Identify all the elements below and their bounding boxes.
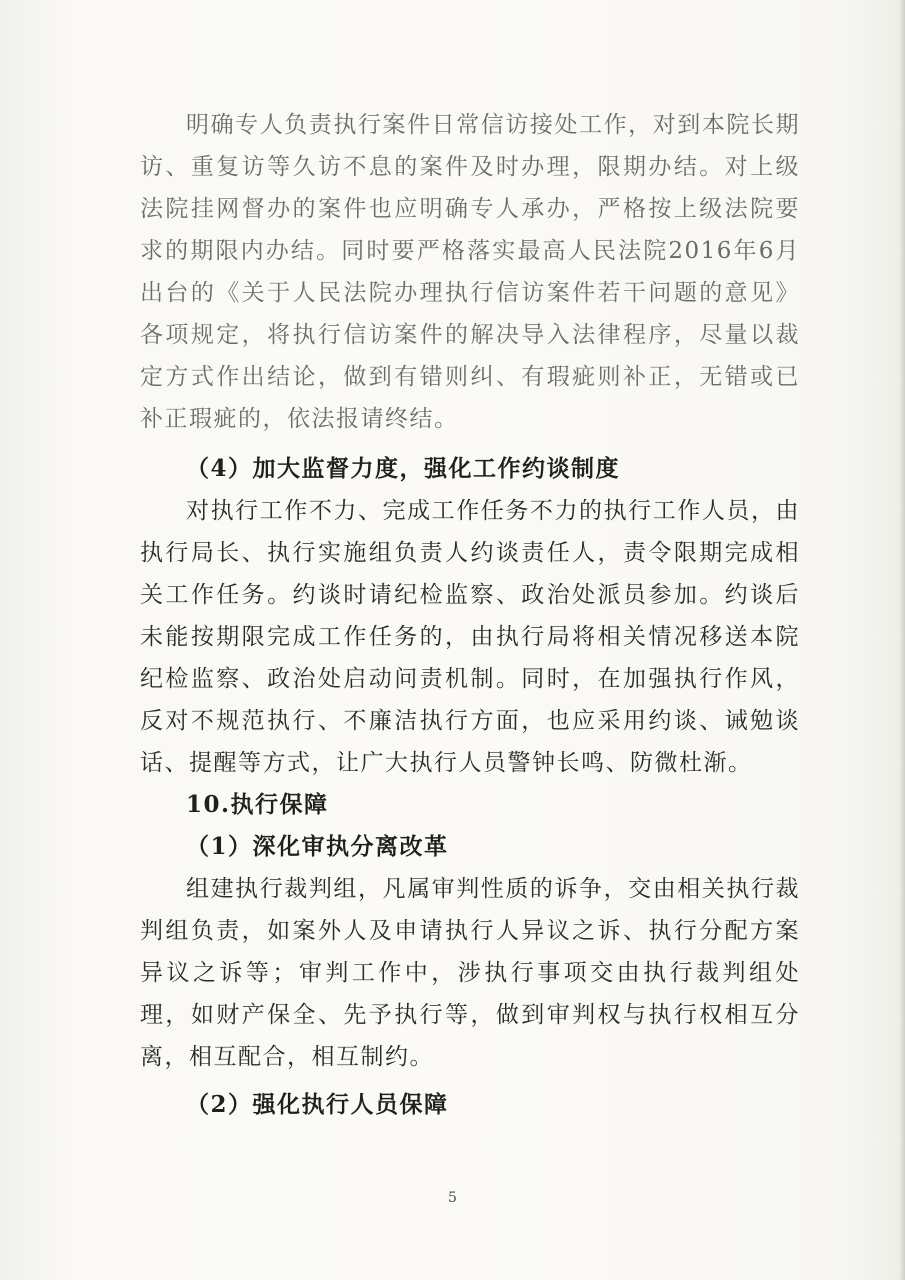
heading-separation-reform: （1）深化审执分离改革 — [186, 833, 449, 860]
text-block-top — [140, 104, 800, 440]
scan-edge-shadow — [899, 0, 905, 1280]
paragraph-separation-reform: 组建执行裁判组，凡属审判性质的诉争，交由相关执行裁判组负责，如案外人及申请执行人异议之诉、执行分配方案异议之诉等；审判工作中，涉执行事项交由执行裁判组处理，如财产保全、先予执行等，做到审判权与执行权相互分离，相互配合，相互制约。 — [140, 876, 800, 1070]
text-block-main — [140, 448, 800, 1126]
heading-personnel-guarantee: （2）强化执行人员保障 — [186, 1091, 449, 1118]
paragraph-petition-handling: 明确专人负责执行案件日常信访接处工作，对到本院长期访、重复访等久访不息的案件及时办理，限期办结。对上级法院挂网督办的案件也应明确专人承办，严格按上级法院要求的期限内办结。同时要严格落实最高人民法院2016年6月出台的《关于人民法院办理执行信访案件若干问题的意见》各项规定，将执行信访案件的解决导入法律程序，尽量以裁定方式作出结论，做到有错则纠、有瑕疵则补正，无错或已补正瑕疵的，依法报请终结。 — [140, 112, 800, 432]
heading-supervision: （4）加大监督力度，强化工作约谈制度 — [186, 455, 621, 482]
paragraph-supervision: 对执行工作不力、完成工作任务不力的执行工作人员，由执行局长、执行实施组负责人约谈责任人，责令限期完成相关工作任务。约谈时请纪检监察、政治处派员参加。约谈后未能按期限完成工作任务的，由执行局将相关情况移送本院纪检监察、政治处启动问责机制。同时，在加强执行作风，反对不规范执行、不廉洁执行方面，也应采用约谈、诫勉谈话、提醒等方式，让广大执行人员警钟长鸣、防微杜渐。 — [140, 498, 800, 776]
page-number: 5 — [448, 1190, 457, 1206]
heading-execution-guarantee: 10.执行保障 — [186, 791, 329, 818]
